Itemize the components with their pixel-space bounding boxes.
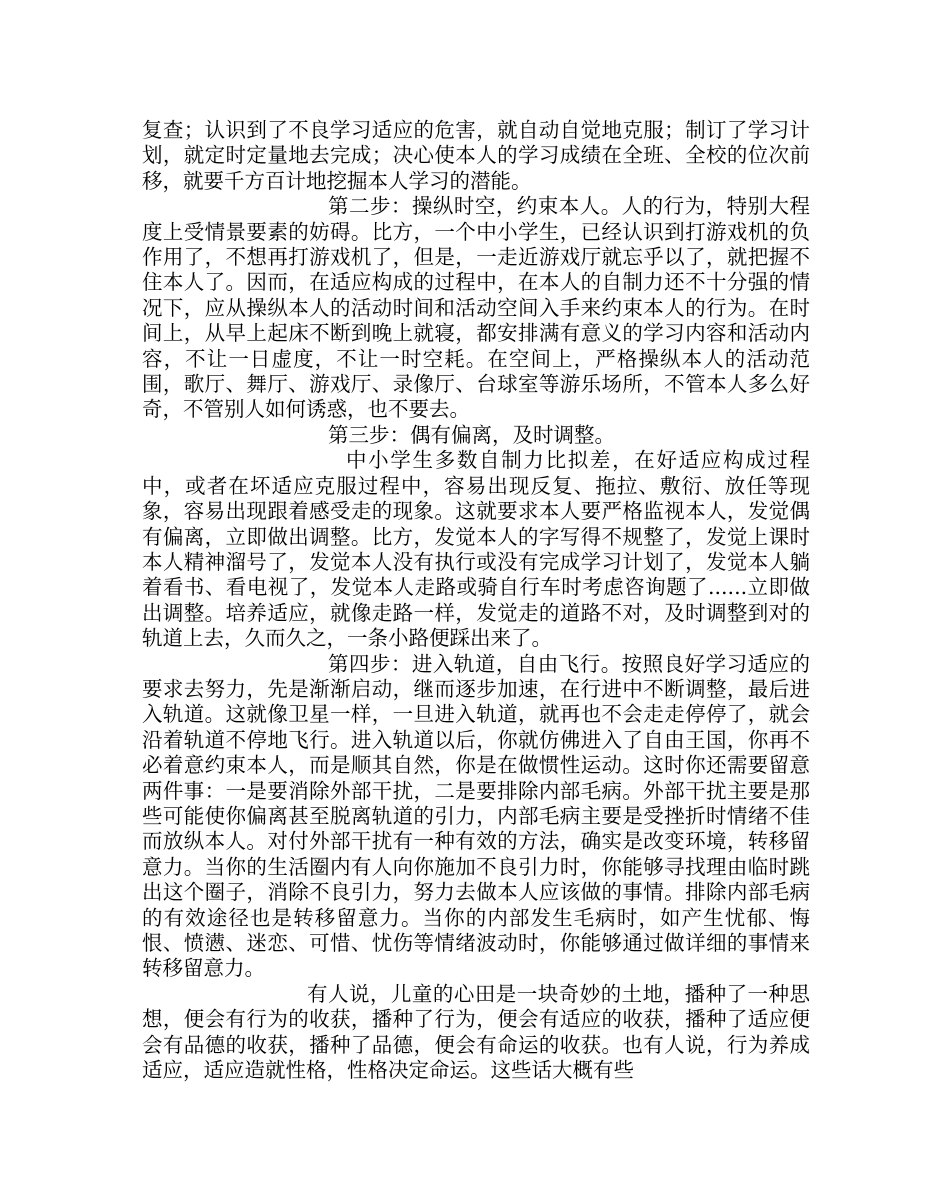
document-body (142, 118, 810, 1083)
paragraph-step-2: 第二步：操纵时空，约束本人。人的行为，特别大程度上受情景要素的妨碍。比方，一个中小学生，已经认识到打游戏机的负作用了，不想再打游戏机了，但是，一走近游戏厅就忘乎以了，就把握不住本人了。因而，在适应构成的过程中，在本人的自制力还不十分强的情况下，应从操纵本人的活动时间和活动空间入手来约束本人的行为。在时间上，从早上起床不断到晚上就寝，都安排满有意义的学习内容和活动内容，不让一日虚度，不让一时空耗。在空间上，严格操纵本人的活动范围，歌厅、舞厅、游戏厅、录像厅、台球室等游乐场所，不管本人多么好奇，不管别人如何诱惑，也不要去。 (142, 194, 810, 422)
paragraph-intro: 复查；认识到了不良学习适应的危害，就自动自觉地克服；制订了学习计划，就定时定量地去完成；决心使本人的学习成绩在全班、全校的位次前移，就要千方百计地挖掘本人学习的潜能。 (142, 118, 810, 193)
paragraph-step-4: 第四步：进入轨道，自由飞行。按照良好学习适应的要求去努力，先是渐渐启动，继而逐步加速，在行进中不断调整，最后进入轨道。这就像卫星一样，一旦进入轨道，就再也不会走走停停了，就会沿着轨道不停地飞行。进入轨道以后，你就仿佛进入了自由王国，你再不必着意约束本人，而是顺其自然，你是在做惯性运动。这时你还需要留意两件事：一是要消除外部干扰，二是要排除内部毛病。外部干扰主要是那些可能使你偏离甚至脱离轨道的引力，内部毛病主要是受挫折时情绪不佳而放纵本人。对付外部干扰有一种有效的方法，确实是改变环境，转移留意力。当你的生活圈内有人向你施加不良引力时，你能够寻找理由临时跳出这个圈子，消除不良引力，努力去做本人应该做的事情。排除内部毛病的有效途径也是转移留意力。当你的内部发生毛病时，如产生忧郁、悔恨、愤懑、迷恋、可惜、忧伤等情绪波动时，你能够通过做详细的事情来转移留意力。 (142, 651, 810, 981)
paragraph-step-3-body: 中小学生多数自制力比拟差，在好适应构成过程中，或者在坏适应克服过程中，容易出现反复、拖拉、敷衍、放任等现象，容易出现跟着感受走的现象。这就要求本人要严格监视本人，发觉偶有偏离，立即做出调整。比方，发觉本人的字写得不规整了，发觉上课时本人精神溜号了，发觉本人没有执行或没有完成学习计划了，发觉本人躺着看书、看电视了，发觉本人走路或骑自行车时考虑咨询题了......立即做出调整。培养适应，就像走路一样，发觉走的道路不对，及时调整到对的轨道上去，久而久之，一条小路便踩出来了。 (142, 448, 810, 651)
paragraph-conclusion: 有人说，儿童的心田是一块奇妙的土地，播种了一种思想，便会有行为的收获，播种了行为，便会有适应的收获，播种了适应便会有品德的收获，播种了品德，便会有命运的收获。也有人说，行为养成适应，适应造就性格，性格决定命运。这些话大概有些 (142, 981, 810, 1083)
paragraph-step-3-heading: 第三步：偶有偏离，及时调整。 (328, 422, 615, 447)
